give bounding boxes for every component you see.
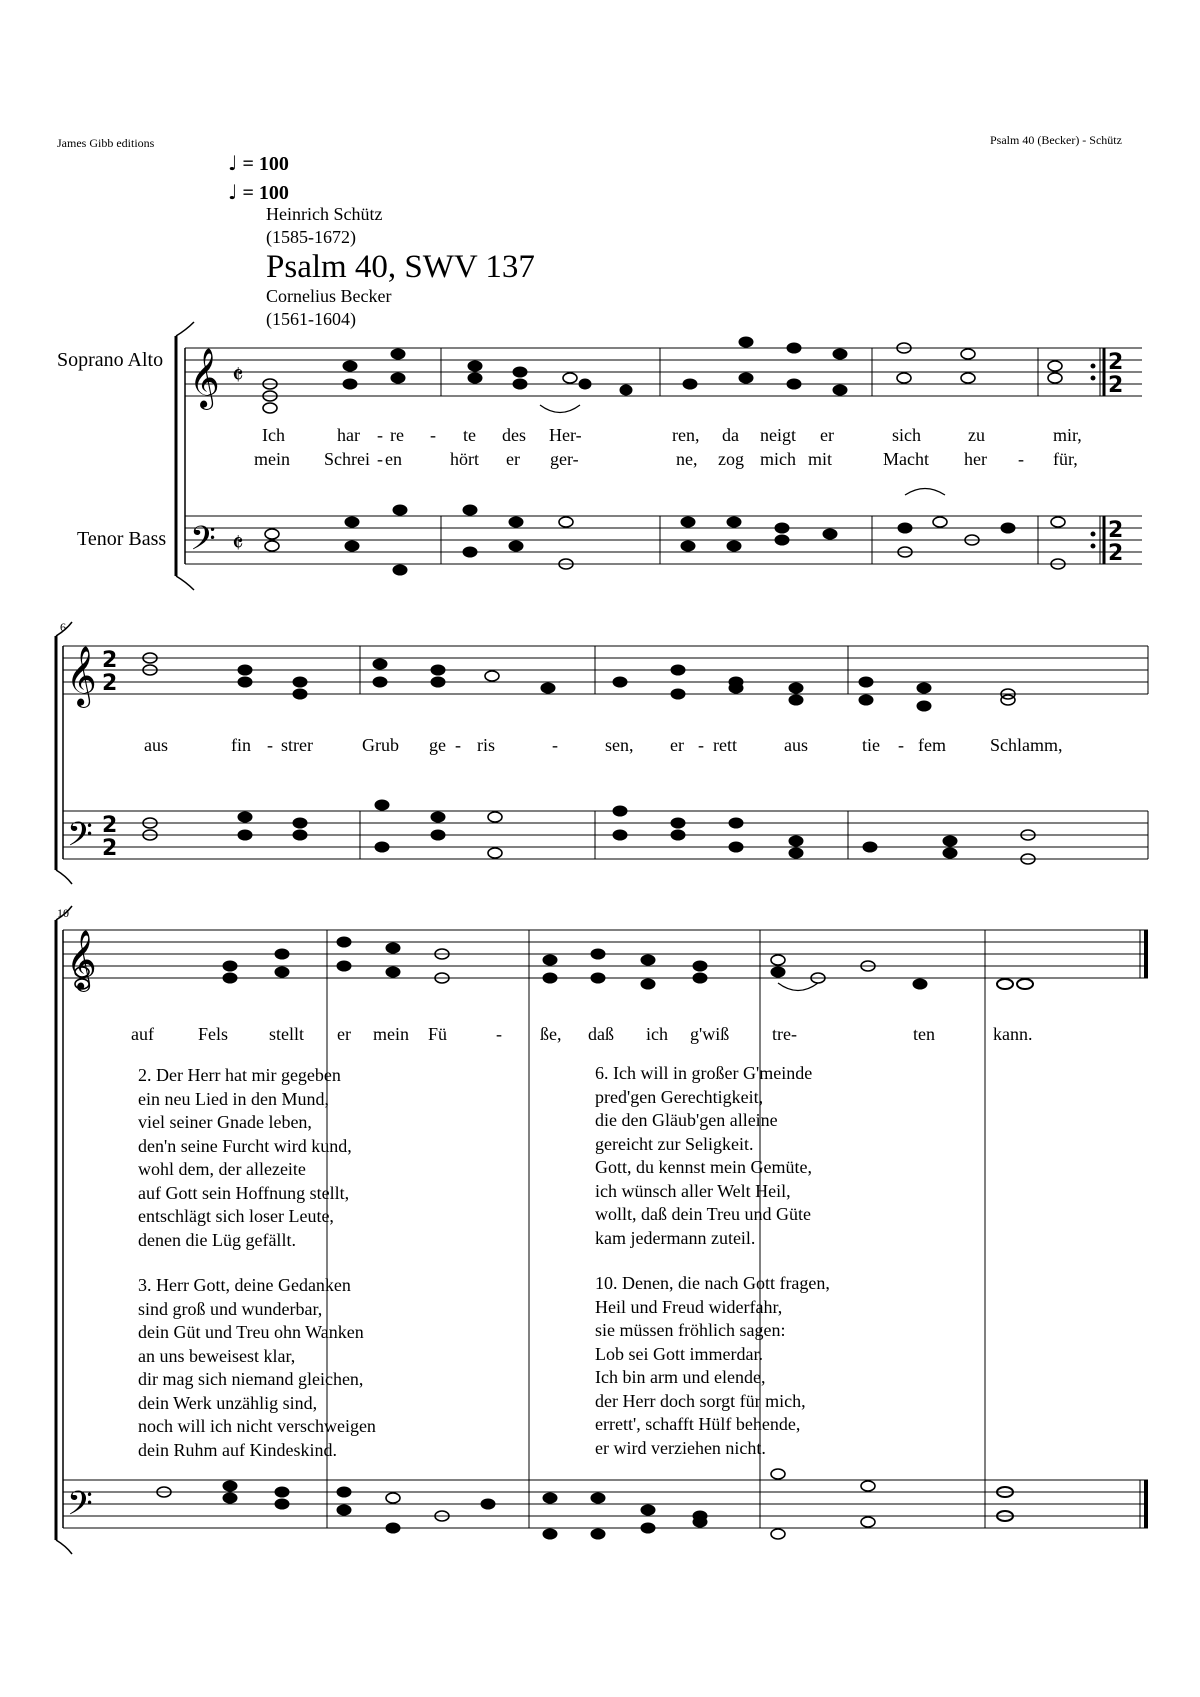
staff-bass-2	[63, 811, 1148, 859]
bass-clef-icon: 𝄢	[190, 520, 216, 566]
verse-text: 10. Denen, die nach Gott fragen, Heil und Freud widerfahr, sie müssen fröhlich sagen: Lob sei Gott immerdar. Ich bin arm und elende, der Herr doch sorgt für mich, errett', schafft Hülf behende, er wird verziehen nicht.	[595, 1273, 830, 1458]
cut-time-icon: 𝄵	[232, 529, 244, 559]
page-title: Psalm 40, SWV 137	[266, 249, 535, 285]
svg-text:2: 2	[1108, 373, 1124, 398]
measure-number: 6	[60, 620, 66, 634]
treble-clef-icon: 𝄞	[189, 348, 220, 408]
verse-text: 6. Ich will in großer G'meinde pred'gen Gerechtigkeit, die den Gläub'gen alleine gereicht zur Seligkeit. Gott, du kennst mein Gemüte, ich wünsch aller Welt Heil, wollt, daß dein Treu und Güte kam jedermann zuteil.	[595, 1063, 813, 1248]
header-right: Psalm 40 (Becker) - Schütz	[990, 133, 1122, 147]
measure-number: 10	[57, 906, 69, 920]
time-signature-2-2-icon: 2	[1108, 518, 1124, 543]
composer-dates: (1585-1672)	[266, 227, 356, 247]
header-left: James Gibb editions	[57, 136, 155, 150]
bass-clef-icon: 𝄢	[67, 1485, 93, 1531]
verse-text: 3. Herr Gott, deine Gedanken sind groß und wunderbar, dein Güt und Treu ohn Wanken an uns beweisest klar, dir mag sich niemand gleichen, dein Werk unzählig sind, noch will ich nicht verschweigen dein Ruhm auf Kindeskind.	[138, 1275, 376, 1460]
svg-text:2: 2	[102, 671, 118, 696]
composer-name: Heinrich Schütz	[266, 204, 383, 224]
repeat-sign-icon	[1091, 364, 1096, 549]
svg-text:2: 2	[102, 836, 118, 861]
time-signature-2-2-icon: 2	[102, 648, 118, 673]
time-signature-2-2-icon: 2	[1108, 350, 1124, 375]
quarter-note-icon: ♩	[228, 180, 238, 204]
tempo-mark: ♩ = 100	[228, 151, 289, 175]
poet-dates: (1561-1604)	[266, 309, 356, 329]
cut-time-icon: 𝄵	[232, 361, 244, 391]
poet-name: Cornelius Becker	[266, 286, 392, 306]
bass-clef-icon: 𝄢	[67, 816, 93, 862]
staff-bass-1	[185, 516, 1142, 564]
treble-clef-icon: 𝄞	[66, 930, 97, 990]
instrument-lower: Tenor Bass	[77, 528, 167, 550]
staff-treble-1	[185, 348, 1142, 396]
staff-treble-2	[63, 646, 1148, 694]
svg-text:2: 2	[1108, 541, 1124, 566]
svg-text:2: 2	[102, 813, 118, 838]
quarter-note-icon: ♩	[228, 151, 238, 175]
instrument-upper: Soprano Alto	[57, 349, 164, 371]
verse-text: 2. Der Herr hat mir gegeben ein neu Lied in den Mund, viel seiner Gnade leben, den'n seine Furcht wird kund, wohl dem, der allezeite auf Gott sein Hoffnung stellt, entschlägt sich loser Leute, denen die Lüg gefällt.	[138, 1065, 352, 1250]
tempo-mark: ♩ = 100	[228, 180, 289, 204]
treble-clef-icon: 𝄞	[66, 646, 97, 706]
